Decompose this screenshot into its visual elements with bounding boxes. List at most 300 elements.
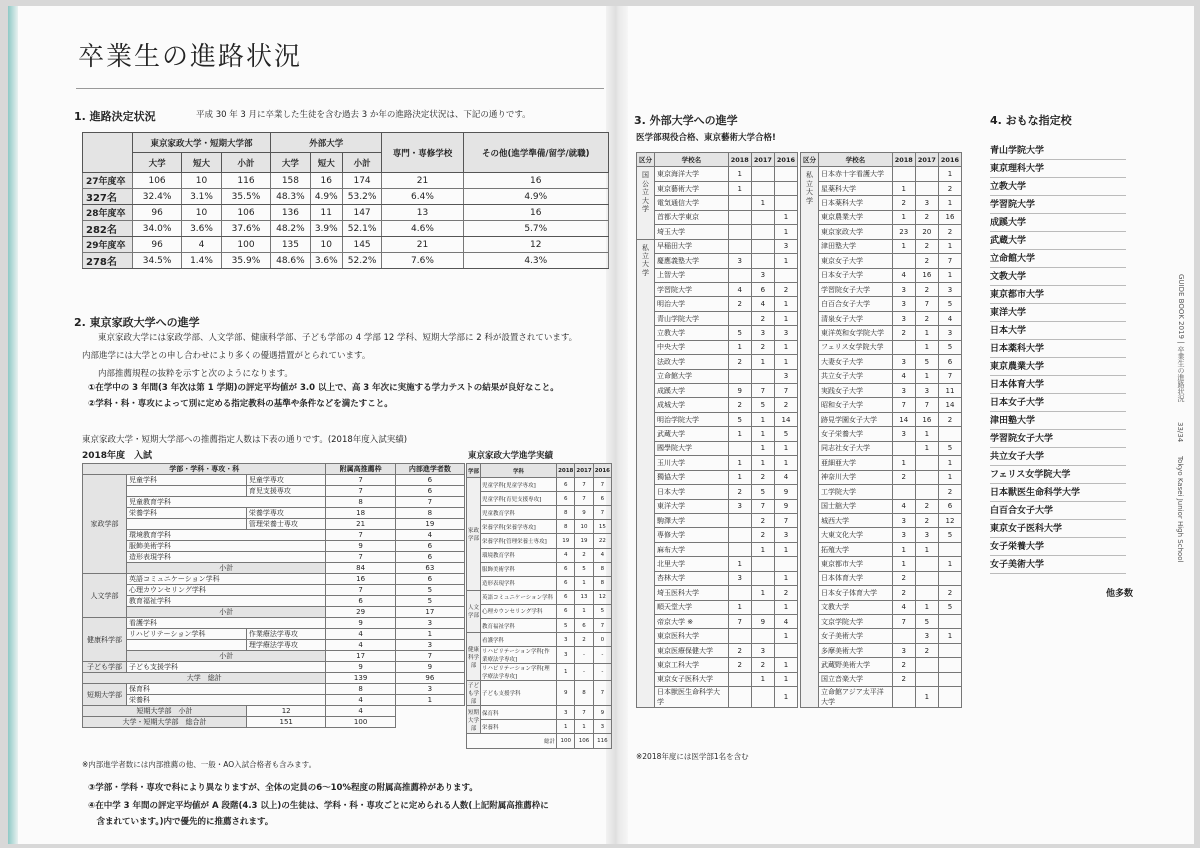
- uni-row: [637, 658, 798, 672]
- uni-row: [637, 456, 798, 470]
- title-divider: [76, 88, 604, 89]
- t1-cell: 4.9%: [463, 189, 608, 205]
- t2-row: [83, 629, 465, 640]
- t3-value: 9: [557, 681, 575, 706]
- uni-row: [801, 542, 962, 556]
- uni-count: 5: [728, 326, 751, 340]
- uni-name: 大東文化大学: [819, 528, 893, 542]
- uni-name: 亜細亜大学: [819, 456, 893, 470]
- t3-value: 7: [593, 681, 611, 706]
- uni-row: [637, 643, 798, 657]
- side-pages: 33/34: [1176, 422, 1184, 443]
- uni-count: 7: [938, 254, 961, 268]
- t2-dept: 小計: [127, 563, 326, 574]
- t2-quota: 29: [326, 607, 395, 618]
- uni-count: 6: [751, 282, 774, 296]
- uni-count: 7: [892, 398, 915, 412]
- uni-count: 20: [915, 225, 938, 239]
- uni-name: 東洋英和女学院大学: [819, 326, 893, 340]
- uni-row: [637, 427, 798, 441]
- uni-row: [801, 282, 962, 296]
- designated-school: 女子美術大学: [990, 556, 1126, 574]
- uni-name: 首都大学東京: [655, 210, 729, 224]
- uni-row: [801, 254, 962, 268]
- t2-quota: 9: [326, 662, 395, 673]
- uni-count: 4: [728, 282, 751, 296]
- uni-count: 3: [915, 384, 938, 398]
- t3-value: 100: [557, 734, 575, 748]
- uni-row: [801, 571, 962, 585]
- uni-name: 日本女子体育大学: [819, 586, 893, 600]
- t2-dept: [127, 640, 247, 651]
- uni-count: 7: [938, 369, 961, 383]
- side-school: Tokyo Kasei Junior High School: [1176, 456, 1184, 563]
- t1-group-header: 東京家政大学・短期大学部: [133, 133, 271, 153]
- uni-name: 東京女子大学: [819, 254, 893, 268]
- uni-row: [801, 239, 962, 253]
- t2-major: 栄養学専攻: [246, 508, 326, 519]
- t3-value: 8: [593, 576, 611, 590]
- t3-value: 6: [557, 478, 575, 492]
- t3-value: 7: [593, 506, 611, 520]
- t3-value: 1: [575, 604, 593, 618]
- uni-row: [801, 485, 962, 499]
- t3-dept: 栄養学科[管理栄養士専攻]: [481, 534, 557, 548]
- t2-quota: 7: [326, 585, 395, 596]
- uni-count: [728, 441, 751, 455]
- t1-year-label: 29年度卒: [83, 237, 133, 253]
- t2-quota: 9: [326, 618, 395, 629]
- uni-count: [892, 687, 915, 708]
- t2-row: [83, 508, 465, 519]
- uni-name: 同志社女子大学: [819, 441, 893, 455]
- uni-count: 4: [751, 297, 774, 311]
- t3-value: 1: [575, 576, 593, 590]
- uni-count: 1: [892, 181, 915, 195]
- s2-line: ②学科・科・専攻によって別に定める指定教科の基準や条件などを満たすこと。: [88, 399, 393, 409]
- t1-cell: 34.0%: [133, 221, 182, 237]
- t2-title: 2018年度 入試: [82, 451, 153, 461]
- t2-enrolled: 19: [395, 519, 464, 530]
- uni-count: [915, 672, 938, 686]
- t1-cell: 35.5%: [221, 189, 270, 205]
- t1-cell: 6.4%: [382, 189, 463, 205]
- uni-name: 東京工科大学: [655, 658, 729, 672]
- designated-school: フェリス女学院大学: [990, 466, 1126, 484]
- uni-name: 立命館アジア太平洋大学: [819, 687, 893, 708]
- uni-count: 1: [915, 326, 938, 340]
- uni-name: 日本獣医生命科学大学: [655, 687, 729, 708]
- uni-count: 2: [728, 485, 751, 499]
- t1-cell: 35.9%: [221, 253, 270, 269]
- t2-total-label: 大学 総計: [83, 673, 326, 684]
- t3-row: [467, 681, 612, 706]
- uni-count: 1: [728, 557, 751, 571]
- uni-count: 1: [751, 196, 774, 210]
- uni-row: [637, 615, 798, 629]
- uni-count: 3: [751, 268, 774, 282]
- designated-school: 日本獣医生命科学大学: [990, 484, 1126, 502]
- t2-enrolled: 6: [395, 475, 464, 486]
- t2-head: 学部・学科・専攻・科: [83, 464, 326, 475]
- t1-cell: 100: [221, 237, 270, 253]
- t1-cell: 3.6%: [182, 221, 222, 237]
- uni-row: [801, 586, 962, 600]
- t3-value: 1: [575, 720, 593, 734]
- s2-note-line: 東京家政大学・短期大学部への推薦指定人数は下表の通りです。(2018年度入試実績): [82, 435, 408, 445]
- t3-value: 6: [557, 590, 575, 604]
- designated-school: 文教大学: [990, 268, 1126, 286]
- uni-count: 1: [774, 355, 797, 369]
- uni-count: 1: [915, 687, 938, 708]
- uni-name: 立教大学: [655, 326, 729, 340]
- t3-faculty: 健康科学部: [467, 633, 481, 681]
- uni-name: 学習院大学: [655, 282, 729, 296]
- s2-line: 内部推薦規程の抜粋を示すと次のようになります。: [98, 369, 293, 379]
- uni-count: 5: [915, 355, 938, 369]
- uni-row: [801, 513, 962, 527]
- uni-count: 1: [892, 210, 915, 224]
- uni-count: [892, 485, 915, 499]
- t3-value: 6: [557, 604, 575, 618]
- uni-name: 電気通信大学: [655, 196, 729, 210]
- t2-row: [83, 585, 465, 596]
- uni-row: [637, 470, 798, 484]
- uni-name: 日本大学: [655, 485, 729, 499]
- t2-dept: 英語コミュニケーション学科: [127, 574, 326, 585]
- uni-count: 5: [938, 297, 961, 311]
- uni-count: 3: [892, 311, 915, 325]
- t2-row: [83, 673, 465, 684]
- uni-name: 慶應義塾大学: [655, 254, 729, 268]
- uni-count: 2: [892, 586, 915, 600]
- uni-count: [728, 210, 751, 224]
- t3-row: [467, 492, 612, 506]
- t1-header-row: [83, 133, 609, 153]
- uni-name: 国立音楽大学: [819, 672, 893, 686]
- uni-row: [637, 441, 798, 455]
- uni-count: [915, 470, 938, 484]
- uni-name: 東洋大学: [655, 499, 729, 513]
- t1-cell: 135: [271, 237, 311, 253]
- t2-dept: 児童教育学科: [127, 497, 326, 508]
- uni-count: 11: [938, 384, 961, 398]
- uni-count: 2: [938, 485, 961, 499]
- uni-name: 白百合女子大学: [819, 297, 893, 311]
- t3-row: [467, 720, 612, 734]
- t2-dept: [127, 486, 247, 497]
- t3-value: 12: [593, 590, 611, 604]
- uni-count: 2: [915, 643, 938, 657]
- t2-dept: 栄養学科: [127, 508, 247, 519]
- uni-count: [728, 311, 751, 325]
- uni-count: [915, 571, 938, 585]
- uni-row: [801, 658, 962, 672]
- uni-count: 3: [774, 326, 797, 340]
- uni-count: 4: [892, 499, 915, 513]
- uni-name: 武蔵大学: [655, 427, 729, 441]
- uni-count: 2: [915, 311, 938, 325]
- t2-quota: 9: [326, 541, 395, 552]
- uni-count: 1: [774, 600, 797, 614]
- uni-count: 2: [915, 254, 938, 268]
- uni-row: [801, 181, 962, 195]
- designated-school: 日本薬科大学: [990, 340, 1126, 358]
- uni-count: 1: [774, 629, 797, 643]
- t1-percent-row: [83, 253, 609, 269]
- t3-value: 3: [593, 720, 611, 734]
- t2-row: [83, 475, 465, 486]
- uni-count: 2: [892, 658, 915, 672]
- t3-dept: 教育福祉学科: [481, 619, 557, 633]
- uni-row: [801, 326, 962, 340]
- t1-count-row: [83, 173, 609, 189]
- uni-count: 1: [774, 311, 797, 325]
- uni-count: 2: [728, 398, 751, 412]
- uni-count: [892, 441, 915, 455]
- t2-quota: 16: [326, 574, 395, 585]
- t3-row: [467, 478, 612, 492]
- uni-row: [801, 499, 962, 513]
- t3-dept: 児童教育学科: [481, 506, 557, 520]
- designated-school: 東京都市大学: [990, 286, 1126, 304]
- uni-row: [801, 196, 962, 210]
- t2-quota: 7: [326, 475, 395, 486]
- uni-row: [801, 384, 962, 398]
- uni-count: [751, 225, 774, 239]
- designated-school: 学習院大学: [990, 196, 1126, 214]
- uni-category: 私立大学: [637, 239, 655, 708]
- more-label: 他多数: [1106, 589, 1134, 599]
- uni-count: [728, 629, 751, 643]
- uni-count: [751, 254, 774, 268]
- uni-count: 16: [915, 268, 938, 282]
- t3-dept: 児童学科[児童学専攻]: [481, 478, 557, 492]
- t1-corner: [83, 133, 133, 173]
- uni-name: 北里大学: [655, 557, 729, 571]
- uni-count: 6: [938, 499, 961, 513]
- uni-count: 9: [728, 384, 751, 398]
- uni-count: 3: [892, 528, 915, 542]
- uni-count: [728, 513, 751, 527]
- uni-count: 5: [938, 340, 961, 354]
- uni-count: [774, 268, 797, 282]
- uni-count: 1: [728, 470, 751, 484]
- uni-name: 日本赤十字看護大学: [819, 167, 893, 181]
- t2-row: [83, 563, 465, 574]
- t1-sub-header: 短大: [310, 153, 342, 173]
- t3-row: [467, 604, 612, 618]
- t3-value: -: [575, 647, 593, 664]
- t1-sub-header: 大学: [133, 153, 182, 173]
- t2-enrolled: 5: [395, 596, 464, 607]
- uni-count: 1: [938, 629, 961, 643]
- t3-value: 9: [593, 706, 611, 720]
- uni-name: 青山学院大学: [655, 311, 729, 325]
- t1-cell: 116: [221, 173, 270, 189]
- uni-count: 3: [728, 499, 751, 513]
- uni-count: 7: [892, 615, 915, 629]
- designated-school: 日本女子大学: [990, 394, 1126, 412]
- uni-row: [801, 268, 962, 282]
- uni-name: 順天堂大学: [655, 600, 729, 614]
- t3-head: 学部: [467, 464, 481, 478]
- t2-enrolled: 9: [395, 662, 464, 673]
- uni-count: 9: [774, 485, 797, 499]
- t2-dept: 小計: [127, 651, 326, 662]
- t1-cell: 4.3%: [463, 253, 608, 269]
- t2-enrolled: 1: [395, 695, 464, 706]
- uni-count: 1: [728, 427, 751, 441]
- uni-count: 4: [774, 615, 797, 629]
- uni-name: 日本薬科大学: [819, 196, 893, 210]
- s2-line: 内部進学には大学との申し合わせにより多くの優遇措置がとられています。: [82, 351, 371, 361]
- uni-count: 1: [774, 456, 797, 470]
- t2-dept: 服飾美術学科: [127, 541, 326, 552]
- t1-cell: 96: [133, 237, 182, 253]
- t1-year-label: 27年度卒: [83, 173, 133, 189]
- t2-row: [83, 662, 465, 673]
- uni-row: [637, 542, 798, 556]
- uni-head: 区分: [637, 153, 655, 167]
- t3-row: [467, 520, 612, 534]
- t3-value: 6: [557, 576, 575, 590]
- t1-group-header: 外部大学: [271, 133, 382, 153]
- t3-value: 8: [557, 520, 575, 534]
- uni-count: [915, 586, 938, 600]
- t3-value: -: [593, 647, 611, 664]
- uni-category: 私立大学: [801, 167, 819, 708]
- designated-school: 立教大学: [990, 178, 1126, 196]
- uni-header-row: [637, 153, 798, 167]
- t1-percent-row: [83, 189, 609, 205]
- t3-row: [467, 562, 612, 576]
- uni-count: [938, 658, 961, 672]
- s3-sub: 医学部現役合格、東京藝術大学合格!: [636, 133, 776, 143]
- uni-row: [637, 297, 798, 311]
- designated-school: 成蹊大学: [990, 214, 1126, 232]
- t3-value: 6: [575, 619, 593, 633]
- t3-row: [467, 506, 612, 520]
- uni-count: 5: [938, 600, 961, 614]
- uni-count: 3: [892, 384, 915, 398]
- t1-percent-row: [83, 221, 609, 237]
- uni-head: 2016: [938, 153, 961, 167]
- t2-dept: リハビリテーション学科: [127, 629, 247, 640]
- t1-cell: 11: [310, 205, 342, 221]
- uni-count: 2: [915, 513, 938, 527]
- t1-count-row: [83, 237, 609, 253]
- uni-count: 1: [774, 340, 797, 354]
- uni-count: 1: [751, 412, 774, 426]
- t1-cell: 21: [382, 173, 463, 189]
- side-guide: GUIDE BOOK 2019 | 卒業生の進路状況: [1177, 274, 1185, 402]
- uni-count: 1: [728, 340, 751, 354]
- t1-cell: 48.3%: [271, 189, 311, 205]
- t2-enrolled: 3: [395, 640, 464, 651]
- t3-value: 4: [593, 548, 611, 562]
- t2-faculty: 人文学部: [83, 574, 127, 618]
- uni-count: 1: [774, 672, 797, 686]
- t3-value: -: [575, 664, 593, 681]
- uni-count: 2: [728, 643, 751, 657]
- t1-cell: 52.2%: [342, 253, 382, 269]
- s2-line: 東京家政大学には家政学部、人文学部、健康科学部、子ども学部の 4 学部 12 学科、短期大学部に 2 科が設置されています。: [98, 333, 578, 343]
- t3-title: 東京家政大学進学実績: [468, 451, 554, 461]
- t3-value: 3: [557, 633, 575, 647]
- uni-count: [774, 643, 797, 657]
- t2-dept: 造形表現学科: [127, 552, 326, 563]
- uni-count: 1: [915, 600, 938, 614]
- uni-count: 14: [938, 398, 961, 412]
- uni-name: 東京医科大学: [655, 629, 729, 643]
- designated-school: 共立女子大学: [990, 448, 1126, 466]
- uni-row: [637, 687, 798, 708]
- t2-head: 附属高推薦枠: [326, 464, 395, 475]
- uni-row: [801, 687, 962, 708]
- t2-enrolled: 5: [395, 585, 464, 596]
- t1-cell: 4.6%: [382, 221, 463, 237]
- uni-count: 3: [892, 297, 915, 311]
- t2-dept: 児童学科: [127, 475, 247, 486]
- t1-cell: 13: [382, 205, 463, 221]
- uni-count: [728, 672, 751, 686]
- t1-year-label: 28年度卒: [83, 205, 133, 221]
- t2-header-row: [83, 464, 465, 475]
- t3-row: [467, 619, 612, 633]
- uni-name: 跡見学園女子大学: [819, 412, 893, 426]
- uni-row: [801, 210, 962, 224]
- uni-row: [637, 326, 798, 340]
- uni-count: 9: [774, 499, 797, 513]
- uni-count: 5: [774, 427, 797, 441]
- uni-count: 3: [892, 513, 915, 527]
- uni-count: 5: [728, 412, 751, 426]
- t2-row: [83, 651, 465, 662]
- uni-count: 5: [938, 528, 961, 542]
- career-table: [82, 132, 609, 269]
- t3-row: [467, 734, 612, 748]
- t1-cell: 32.4%: [133, 189, 182, 205]
- s2-footnote: ③学部・学科・専攻で科により異なりますが、全体の定員の6～10%程度の附属高推薦枠があります。: [88, 783, 478, 793]
- uni-count: 3: [915, 528, 938, 542]
- uni-name: 昭和女子大学: [819, 398, 893, 412]
- uni-count: 3: [774, 369, 797, 383]
- t3-value: 2: [575, 633, 593, 647]
- t2-quota: 7: [326, 552, 395, 563]
- uni-name: 東京家政大学: [819, 225, 893, 239]
- uni-count: 3: [892, 282, 915, 296]
- uni-count: [915, 557, 938, 571]
- designated-school: 立命館大学: [990, 250, 1126, 268]
- uni-count: 3: [728, 254, 751, 268]
- t1-cell: 3.1%: [182, 189, 222, 205]
- t1-cell: 52.1%: [342, 221, 382, 237]
- uni-row: [637, 167, 798, 181]
- uni-header-row: [801, 153, 962, 167]
- uni-count: 2: [774, 398, 797, 412]
- uni-count: 1: [774, 687, 797, 708]
- t3-value: 6: [593, 492, 611, 506]
- uni-count: 7: [915, 297, 938, 311]
- t1-cell: 5.7%: [463, 221, 608, 237]
- uni-name: 星薬科大学: [819, 181, 893, 195]
- t3-value: 7: [575, 706, 593, 720]
- uni-count: [728, 528, 751, 542]
- uni-count: 1: [774, 441, 797, 455]
- uni-count: 3: [892, 355, 915, 369]
- uni-row: [637, 672, 798, 686]
